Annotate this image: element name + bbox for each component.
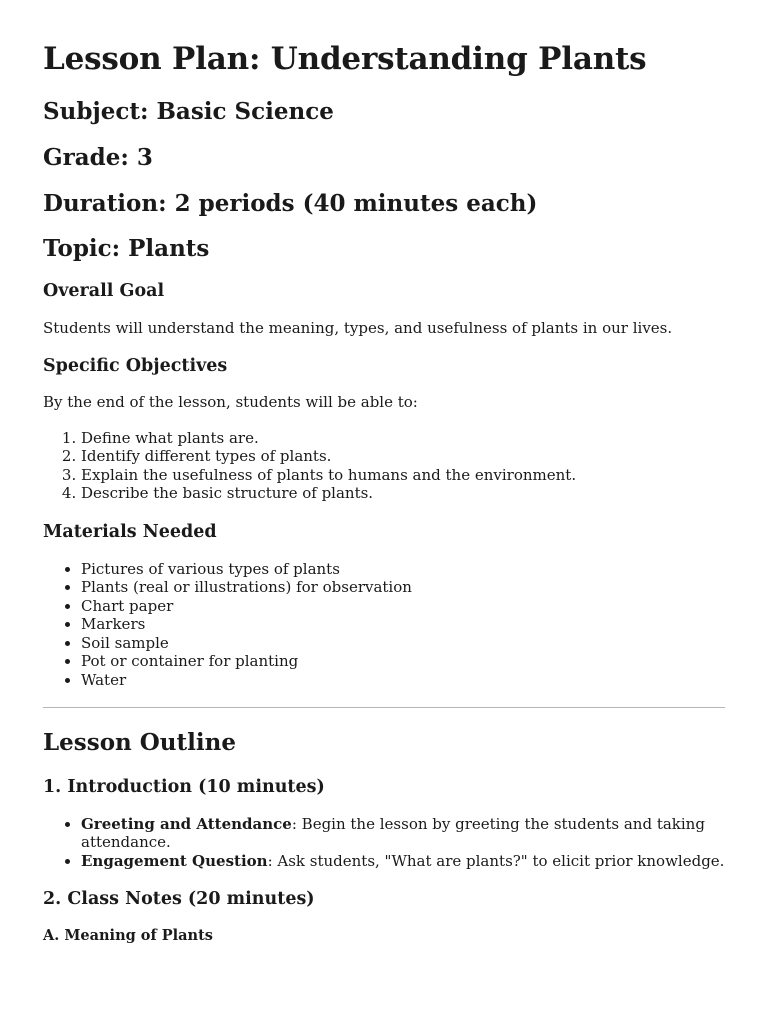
- section-divider: [43, 707, 725, 708]
- page-title: Lesson Plan: Understanding Plants: [43, 41, 647, 77]
- overall-goal-text: Students will understand the meaning, types, and usefulness of plants in our lives.: [43, 319, 673, 338]
- list-item: 3. Explain the usefulness of plants to humans and the environment.: [81, 466, 725, 485]
- duration-heading: Duration: 2 periods (40 minutes each): [43, 189, 538, 217]
- materials-list: [43, 560, 725, 690]
- list-item-text: : Begin the lesson by greeting the students and taking attendance.: [81, 814, 705, 852]
- list-item: [81, 815, 725, 852]
- specific-objectives-intro: By the end of the lesson, students will be able to:: [43, 393, 418, 412]
- list-item: • Chart paper: [81, 597, 725, 616]
- list-item-text: : Ask students, "What are plants?" to elicit prior knowledge.: [267, 851, 725, 870]
- specific-objectives-heading: Specific Objectives: [43, 355, 228, 376]
- subject-heading: Subject: Basic Science: [43, 97, 334, 125]
- overall-goal-heading: Overall Goal: [43, 281, 165, 302]
- list-item: • Pot or container for planting: [81, 652, 725, 671]
- list-item: • Markers: [81, 615, 725, 634]
- list-item: 4. Describe the basic structure of plants.: [81, 484, 725, 503]
- lesson-outline-heading: Lesson Outline: [43, 729, 236, 757]
- grade-heading: Grade: 3: [43, 143, 153, 171]
- meaning-of-plants-subheading: A. Meaning of Plants: [43, 926, 213, 944]
- class-notes-heading: 2. Class Notes (20 minutes): [43, 889, 315, 910]
- topic-heading: Topic: Plants: [43, 235, 210, 263]
- list-item: • Soil sample: [81, 634, 725, 653]
- introduction-list: [43, 815, 725, 871]
- list-item: 2. Identify different types of plants.: [81, 447, 725, 466]
- list-item: [81, 852, 725, 871]
- list-item-term: Greeting and Attendance: [81, 814, 292, 833]
- list-item: 1. Define what plants are.: [81, 429, 725, 448]
- introduction-heading: 1. Introduction (10 minutes): [43, 776, 325, 797]
- objectives-list: [43, 429, 725, 503]
- list-item: • Pictures of various types of plants: [81, 560, 725, 579]
- list-item: • Plants (real or illustrations) for observation: [81, 578, 725, 597]
- list-item-term: Engagement Question: [81, 851, 268, 870]
- materials-heading: Materials Needed: [43, 521, 217, 542]
- list-item: • Water: [81, 671, 725, 690]
